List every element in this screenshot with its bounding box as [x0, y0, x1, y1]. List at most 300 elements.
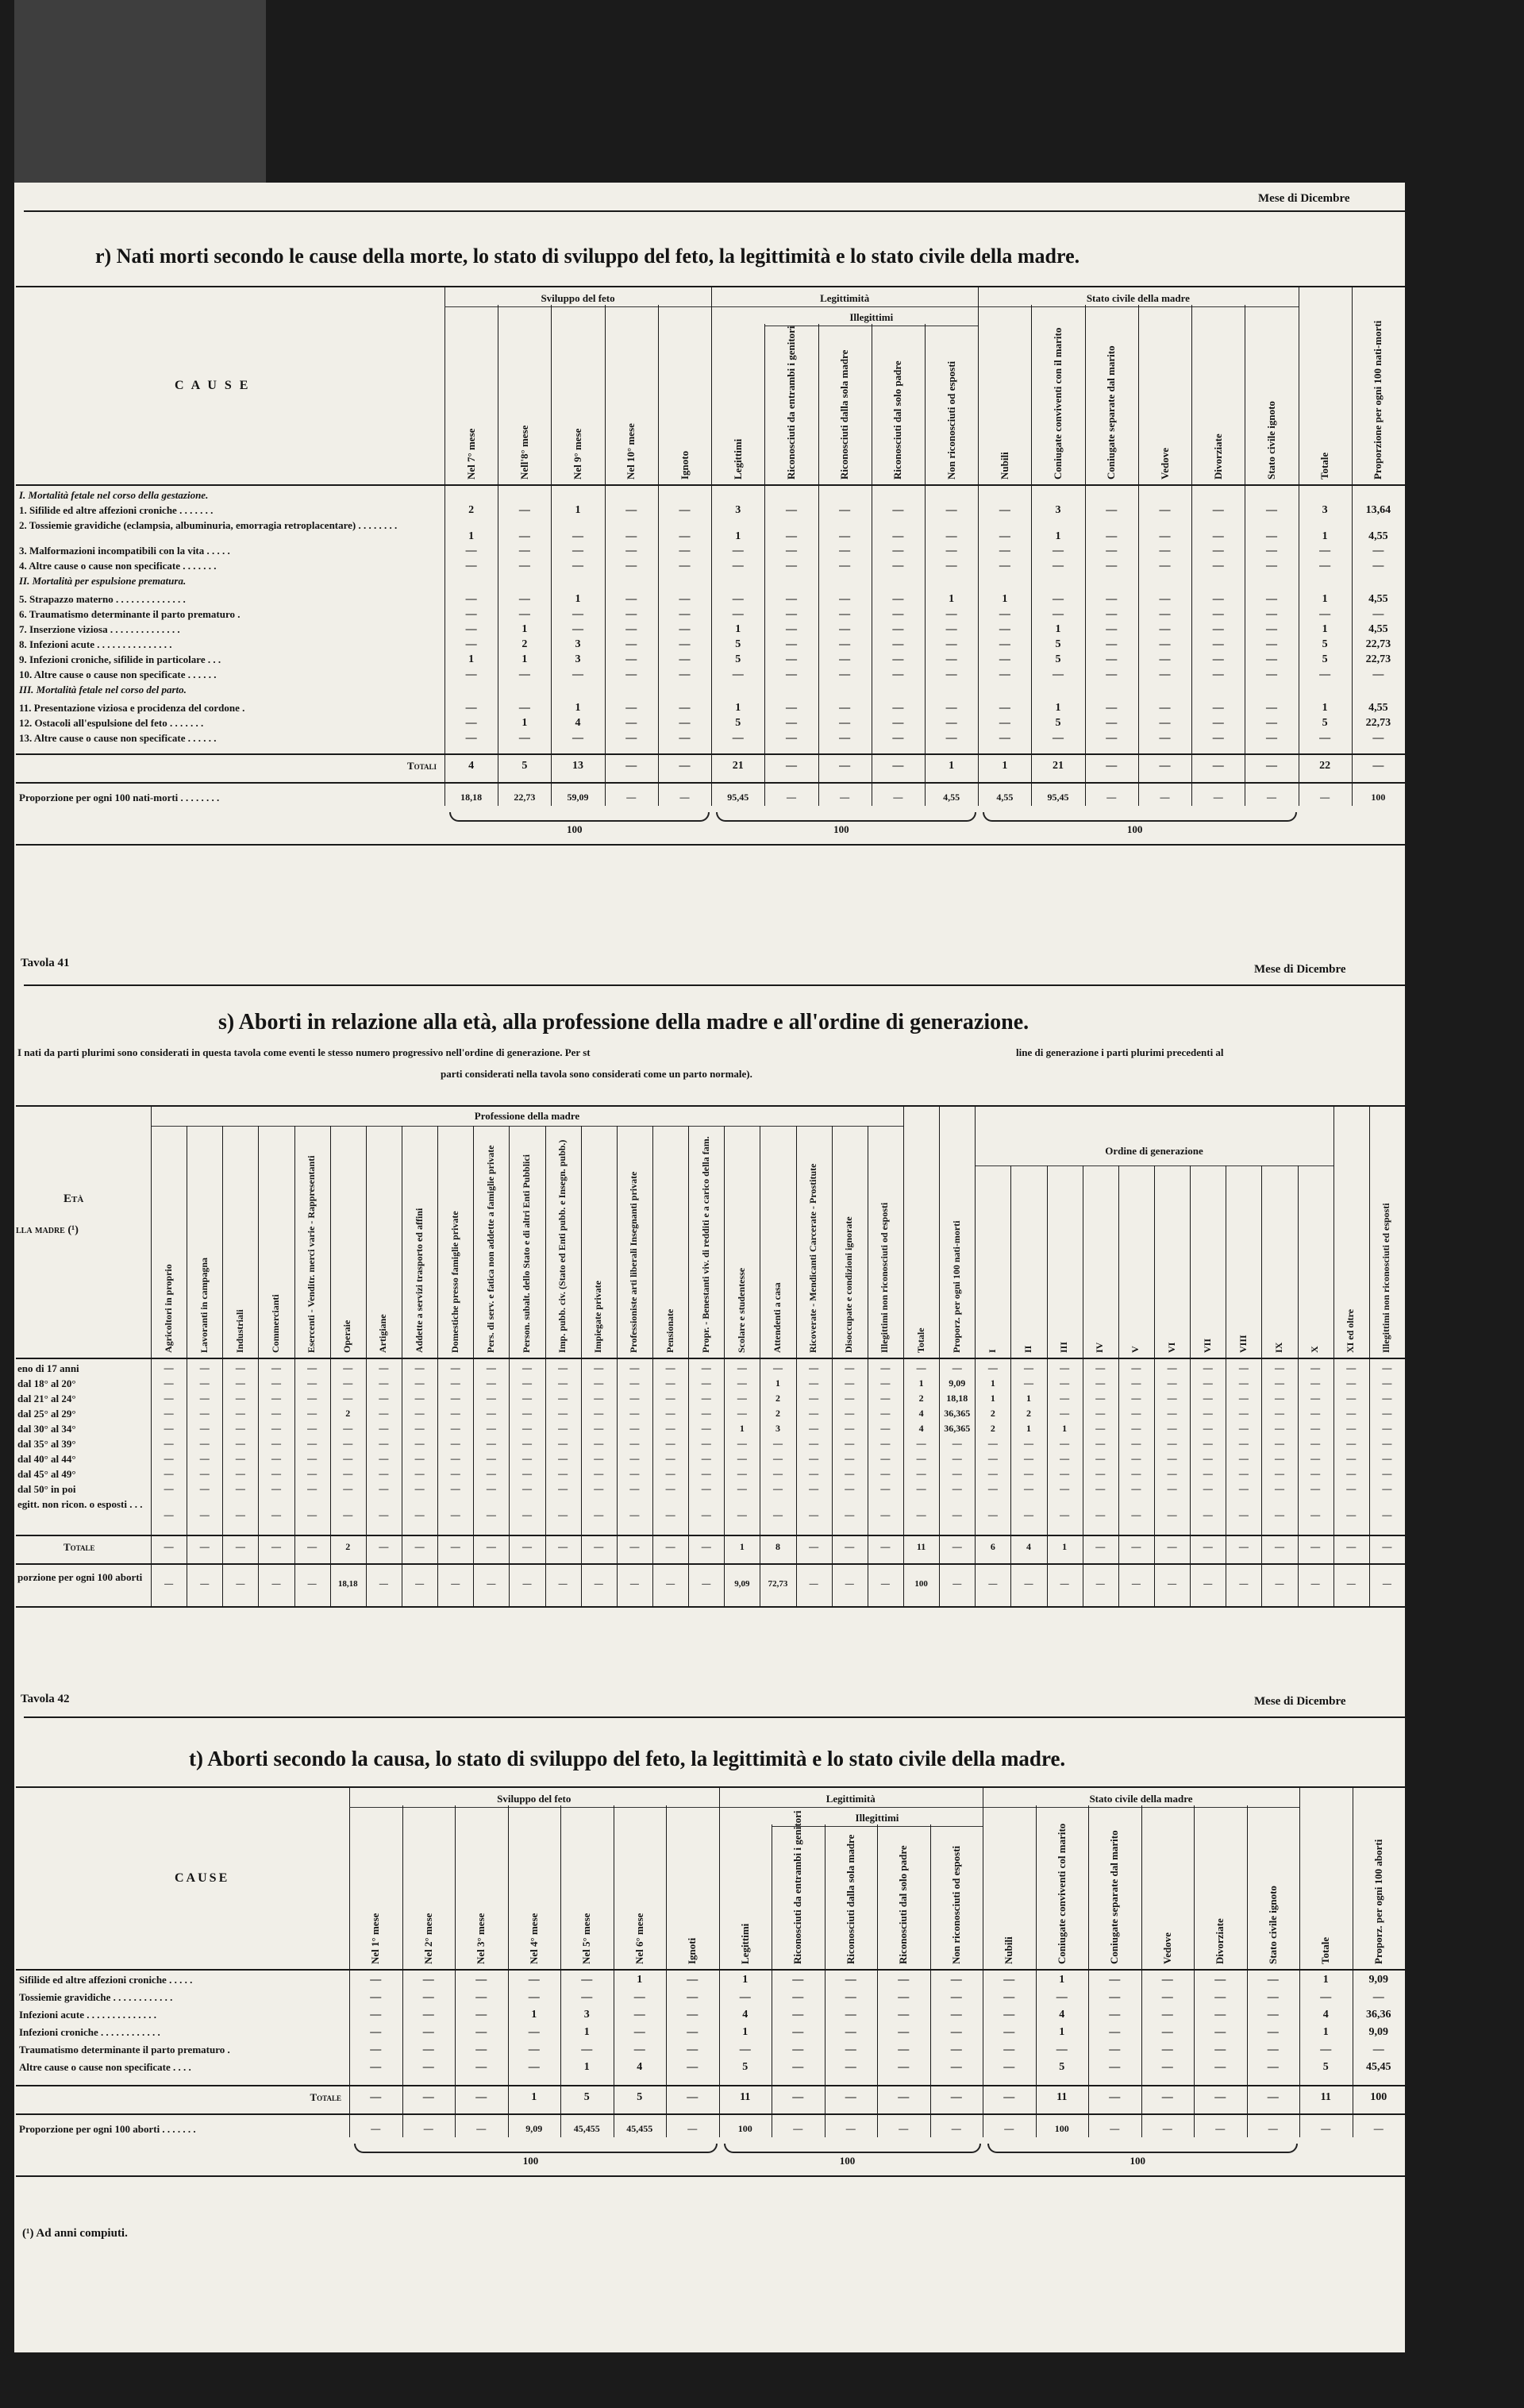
table-cell: — — [845, 1393, 855, 1404]
proportion-cell: — — [423, 2123, 433, 2134]
table-cell: — — [486, 1468, 496, 1479]
table-cell: — — [1131, 1509, 1141, 1520]
column-header: Person. subalt. dello Stato e di altri Enti Pubblici — [521, 1154, 532, 1353]
table-cell: — — [1106, 702, 1118, 714]
proportion-cell: — — [1320, 792, 1330, 803]
column-header: Addette a servizi trasporto ed affini — [413, 1208, 425, 1353]
table-cell: — — [792, 2009, 804, 2021]
total-cell: — — [1382, 1541, 1392, 1552]
total-cell: — — [486, 1541, 496, 1552]
tavola-label: Tavola 42 — [21, 1693, 70, 1705]
table-cell: — — [414, 1453, 425, 1464]
proportion-cell: — — [951, 2123, 961, 2134]
column-header: Vedove — [1160, 1932, 1173, 1964]
table-cell: 1 — [521, 717, 528, 729]
table-cell: — — [880, 1393, 891, 1404]
column-rule — [545, 1126, 546, 1606]
table-cell: — — [379, 1438, 389, 1449]
table-cell: — — [1382, 1408, 1392, 1419]
row-label: Tossiemie gravidiche . . . . . . . . . . . . — [19, 1991, 173, 2003]
table-cell: — — [945, 702, 957, 714]
table-cell: — — [679, 560, 691, 572]
table-cell: — — [307, 1377, 318, 1389]
table-cell: — — [1346, 1483, 1357, 1494]
table-cell: — — [1212, 608, 1224, 620]
table-cell: — — [1159, 717, 1171, 729]
table-cell: — — [370, 1974, 382, 1986]
table-cell: — — [945, 717, 957, 729]
column-header: Proporz. per ogni 100 aborti — [1372, 1839, 1384, 1964]
table-cell: — — [916, 1509, 926, 1520]
bracket-brace — [724, 2144, 982, 2153]
table-cell: — — [1372, 668, 1384, 680]
table-cell: — — [679, 545, 691, 557]
table-cell: — — [1214, 2009, 1226, 2021]
table-cell: — — [1320, 1991, 1332, 2003]
table-cell: 1 — [575, 702, 581, 714]
proportion-cell: — — [809, 1579, 818, 1589]
row-label: 5. Strapazzo materno . . . . . . . . . . . . . . — [19, 593, 186, 605]
row-group-label: III. Mortalità fetale nel corso del parto. — [19, 684, 187, 695]
table-cell: — — [945, 623, 957, 635]
table-cell: — — [1274, 1408, 1284, 1419]
table-cell: — — [1003, 2061, 1015, 2073]
table-cell: — — [1095, 1453, 1106, 1464]
table-cell: 1 — [1055, 702, 1061, 714]
table-cell: — — [450, 1509, 460, 1520]
table-cell: — — [1265, 530, 1277, 542]
table-cell: 1 — [742, 2026, 749, 2038]
table-cell: — — [999, 668, 1010, 680]
table-cell: — — [486, 1362, 496, 1374]
table-cell: — — [521, 1377, 532, 1389]
table-cell: — — [1310, 1377, 1321, 1389]
table-cell: — — [880, 1468, 891, 1479]
total-cell: — — [687, 2091, 698, 2103]
table-cell: — — [1274, 1453, 1284, 1464]
table-cell: — — [486, 1393, 496, 1404]
column-header: Legittimi — [731, 438, 744, 480]
row-label: 1. Sifilide ed altre affezioni croniche . . . . . . . — [19, 504, 214, 516]
table-cell: — — [594, 1362, 604, 1374]
table-cell: — — [558, 1362, 568, 1374]
table-cell: — — [665, 1362, 675, 1374]
table-cell: — — [1310, 1509, 1321, 1520]
section-title: s) Aborti in relazione alla età, alla professione della madre e all'ordine di generazione. — [218, 1010, 1029, 1034]
table-cell: — — [845, 2009, 856, 2021]
bracket-brace — [449, 812, 710, 822]
table-cell: — — [892, 530, 904, 542]
column-header: IX — [1273, 1342, 1284, 1353]
table-vrule — [1405, 286, 1406, 806]
total-label: Totali — [406, 760, 437, 772]
table-cell: — — [271, 1453, 281, 1464]
table-cell: — — [1167, 1362, 1177, 1374]
proportion-cell: — — [899, 2123, 909, 2134]
table-cell: — — [892, 623, 904, 635]
table-cell: — — [343, 1423, 353, 1434]
proportion-cell: — — [476, 2123, 487, 2134]
column-header: Artigiane — [377, 1314, 389, 1353]
table-cell: — — [1023, 1483, 1033, 1494]
table-cell: — — [199, 1468, 210, 1479]
column-header: Impiegate private — [592, 1281, 604, 1353]
table-cell: — — [625, 623, 637, 635]
table-cell: — — [1274, 1362, 1284, 1374]
proportion-cell: 18,18 — [337, 1579, 358, 1589]
table-cell: — — [486, 1408, 496, 1419]
table-cell: — — [343, 1362, 353, 1374]
table-cell: — — [1238, 1509, 1249, 1520]
table-cell: — — [271, 1423, 281, 1434]
table-cell: — — [1274, 1393, 1284, 1404]
column-header: Commercianti — [270, 1294, 281, 1353]
column-rule — [402, 1805, 403, 2137]
proportion-cell: — — [1060, 1579, 1069, 1589]
table-rule — [16, 1358, 1405, 1359]
table-cell: — — [625, 560, 637, 572]
table-cell: — — [450, 1393, 460, 1404]
column-header: Agricoltori in proprio — [162, 1264, 174, 1353]
column-header: VII — [1201, 1338, 1213, 1353]
table-cell: — — [845, 1408, 855, 1419]
table-cell: — — [528, 2061, 540, 2073]
table-cell: — — [199, 1377, 210, 1389]
column-rule — [1194, 1805, 1195, 2137]
column-header: Nell'8° mese — [518, 425, 530, 480]
table-cell: — — [450, 1438, 460, 1449]
column-header: Proporz. per ogni 100 nati-morti — [950, 1220, 962, 1353]
table-cell: 1 — [1026, 1423, 1031, 1434]
table-cell: — — [987, 1362, 998, 1374]
table-cell: — — [1265, 504, 1277, 516]
table-cell: — — [916, 1468, 926, 1479]
table-cell: — — [839, 732, 851, 744]
total-cell: — — [950, 2091, 962, 2103]
table-cell: — — [892, 504, 904, 516]
table-cell: — — [999, 608, 1010, 620]
table-vrule — [1405, 1105, 1406, 1606]
table-cell: — — [558, 1377, 568, 1389]
total-cell: — — [880, 1541, 891, 1552]
group-ordine: Ordine di generazione — [1105, 1145, 1203, 1157]
table-cell: — — [518, 545, 530, 557]
table-cell: — — [475, 1991, 487, 2003]
total-cell: — — [1095, 1541, 1106, 1552]
table-cell: — — [1212, 668, 1224, 680]
table-cell: 1 — [949, 593, 955, 605]
table-cell: — — [379, 1453, 389, 1464]
table-cell: — — [665, 1453, 675, 1464]
table-cell: — — [950, 1974, 962, 1986]
proportion-cell: — — [793, 2123, 803, 2134]
total-cell: 11 — [916, 1541, 926, 1552]
table-cell: — — [521, 1468, 532, 1479]
table-cell: — — [1056, 2044, 1068, 2055]
row-label: 13. Altre cause o cause non specificate . . . . . . — [19, 732, 217, 744]
row-label: egitt. non ricon. o esposti . . . — [17, 1498, 143, 1510]
proportion-cell: — — [1110, 2123, 1120, 2134]
madre-header: lla madre (¹) — [16, 1224, 79, 1236]
table-cell: 1 — [583, 2026, 590, 2038]
table-cell: — — [679, 593, 691, 605]
table-cell: — — [679, 608, 691, 620]
row-label: 2. Tossiemie gravidiche (eclampsia, albuminuria, emorragia retroplacentare) . . . . . . . . — [19, 519, 398, 531]
total-cell: — — [785, 760, 797, 772]
month-label: Mese di Dicembre — [1254, 963, 1346, 976]
proportion-cell: — — [1215, 2123, 1226, 2134]
table-cell: — — [307, 1408, 318, 1419]
total-cell: — — [1274, 1541, 1284, 1552]
total-cell: — — [164, 1541, 174, 1552]
total-cell: 21 — [1053, 760, 1064, 772]
table-cell: — — [1267, 2026, 1279, 2038]
scan-border-right — [1405, 0, 1524, 2408]
table-cell: — — [952, 1468, 962, 1479]
row-label: eno di 17 anni — [17, 1362, 79, 1374]
table-cell: — — [1106, 608, 1118, 620]
total-cell: — — [952, 1541, 962, 1552]
table-cell: — — [422, 2061, 434, 2073]
table-rule — [16, 286, 1405, 287]
total-cell: — — [414, 1541, 425, 1552]
column-header: V — [1130, 1346, 1141, 1353]
table-cell: — — [785, 668, 797, 680]
table-cell: — — [1109, 2026, 1121, 2038]
table-cell: — — [892, 668, 904, 680]
table-cell: — — [945, 638, 957, 650]
total-cell: — — [1346, 1541, 1357, 1552]
table-cell: — — [665, 1438, 675, 1449]
total-cell: — — [1372, 760, 1384, 772]
proportion-cell: — — [1275, 1579, 1284, 1589]
total-cell: 13 — [572, 760, 584, 772]
proportion-cell: — — [786, 792, 796, 803]
table-cell: 5 — [1322, 638, 1328, 650]
proportion-cell: 100 — [914, 1579, 928, 1589]
table-cell: — — [1382, 1483, 1392, 1494]
table-cell: — — [916, 1362, 926, 1374]
proportion-cell: 100 — [1371, 792, 1386, 803]
table-cell: — — [999, 702, 1010, 714]
table-cell: — — [1159, 638, 1171, 650]
table-cell: — — [1212, 638, 1224, 650]
table-cell: — — [665, 1393, 675, 1404]
table-cell: — — [1212, 623, 1224, 635]
row-group-label: I. Mortalità fetale nel corso della gestazione. — [19, 489, 209, 501]
table-cell: — — [528, 2044, 540, 2055]
row-label: 4. Altre cause o cause non specificate . . . . . . . — [19, 560, 217, 572]
table-cell: — — [235, 1483, 245, 1494]
table-cell: — — [1106, 638, 1118, 650]
table-cell: — — [785, 530, 797, 542]
total-cell: 1 — [739, 1541, 745, 1552]
table-cell: — — [845, 1362, 855, 1374]
table-cell: — — [271, 1468, 281, 1479]
table-cell: — — [1003, 2009, 1015, 2021]
table-cell: — — [414, 1362, 425, 1374]
column-rule — [666, 1805, 667, 2137]
column-header: Nel 6° mese — [633, 1913, 645, 1964]
table-cell: — — [594, 1483, 604, 1494]
table-cell: 4 — [918, 1423, 924, 1434]
table-cell: — — [1161, 2009, 1173, 2021]
table-cell: — — [199, 1393, 210, 1404]
proportion-cell: — — [952, 1579, 962, 1589]
table-rule — [16, 1563, 1405, 1565]
table-cell: — — [701, 1393, 711, 1404]
column-rule — [652, 1126, 653, 1606]
table-cell: — — [945, 560, 957, 572]
column-header: Riconosciuti dal solo padre — [897, 1845, 910, 1964]
table-cell: — — [271, 1438, 281, 1449]
table-cell: — — [558, 1509, 568, 1520]
total-cell: 21 — [732, 760, 744, 772]
table-cell: — — [486, 1438, 496, 1449]
table-cell: — — [199, 1362, 210, 1374]
table-cell: — — [1167, 1393, 1177, 1404]
table-cell: — — [950, 1991, 962, 2003]
table-cell: — — [785, 717, 797, 729]
total-cell: 100 — [1370, 2091, 1387, 2103]
column-header: Esercenti - Venditr. merci varie - Rappresentanti — [306, 1155, 318, 1353]
table-cell: — — [737, 1408, 747, 1419]
proportion-cell: — — [1203, 1579, 1213, 1589]
table-cell: — — [945, 530, 957, 542]
table-cell: — — [785, 608, 797, 620]
proportion-cell: — — [893, 792, 903, 803]
table-cell: — — [625, 668, 637, 680]
column-rule — [294, 1126, 295, 1606]
row-label: 8. Infezioni acute . . . . . . . . . . . . . . . — [19, 638, 172, 650]
table-cell: — — [629, 1468, 640, 1479]
table-cell: — — [1109, 2044, 1121, 2055]
table-cell: — — [594, 1393, 604, 1404]
table-cell: — — [307, 1362, 318, 1374]
table-cell: — — [739, 2044, 751, 2055]
table-cell: 2 — [775, 1393, 780, 1404]
column-header: Imp. pubb. civ. (Stato ed Enti pubb. e Insegn. pubb.) — [556, 1139, 568, 1353]
table-cell: — — [450, 1377, 460, 1389]
table-cell: — — [898, 2026, 910, 2038]
total-cell: — — [1106, 760, 1118, 772]
table-cell: — — [1319, 545, 1331, 557]
table-cell: 4 — [918, 1408, 924, 1419]
column-header: Scolare e studentesse — [735, 1267, 747, 1353]
table-cell: — — [1053, 560, 1064, 572]
total-cell: — — [625, 760, 637, 772]
table-cell: — — [558, 1438, 568, 1449]
table-cell: — — [1319, 668, 1331, 680]
table-aborti-cause — [16, 1786, 1405, 2179]
group-stato-civile: Stato civile della madre — [1086, 292, 1190, 304]
column-rule — [1088, 1805, 1089, 2137]
table-cell: — — [379, 1483, 389, 1494]
table-cell: 1 — [735, 623, 741, 635]
table-cell: — — [414, 1393, 425, 1404]
total-cell: 1 — [949, 760, 955, 772]
table-cell: — — [1060, 1483, 1070, 1494]
table-cell: — — [1159, 560, 1171, 572]
group-illegittimi: Illegittimi — [855, 1812, 899, 1824]
proportion-cell: — — [626, 792, 637, 803]
table-cell: — — [1265, 668, 1277, 680]
table-cell: — — [633, 2009, 645, 2021]
proportion-cell: — — [1310, 1579, 1320, 1589]
group-rule — [151, 1126, 903, 1127]
table-cell: — — [898, 2009, 910, 2021]
table-cell: 45,45 — [1366, 2061, 1391, 2073]
table-cell: — — [1109, 2009, 1121, 2021]
table-cell: — — [1003, 1974, 1015, 1986]
table-cell: — — [379, 1362, 389, 1374]
total-cell: — — [594, 1541, 604, 1552]
column-header: Totale — [1318, 452, 1331, 480]
total-cell: 4 — [1026, 1541, 1031, 1552]
proportion-cell: — — [371, 2123, 381, 2134]
proportion-cell: — — [1095, 1579, 1105, 1589]
table-cell: — — [945, 545, 957, 557]
table-cell: 2 — [990, 1408, 995, 1419]
table-cell: — — [307, 1438, 318, 1449]
row-group-label: II. Mortalità per espulsione prematura. — [19, 575, 187, 587]
table-cell: — — [679, 530, 691, 542]
table-cell: — — [772, 1468, 783, 1479]
table-cell: — — [945, 608, 957, 620]
table-cell: — — [792, 1974, 804, 1986]
table-cell: — — [950, 2044, 962, 2055]
table-cell: 4 — [742, 2009, 749, 2021]
proportion-label: porzione per ogni 100 aborti — [17, 1571, 143, 1583]
table-cell: 1 — [735, 702, 741, 714]
proportion-cell: — — [1160, 792, 1170, 803]
table-cell: — — [880, 1362, 891, 1374]
table-cell: — — [999, 623, 1010, 635]
row-label: 12. Ostacoli all'espulsione del feto . . . . . . . — [19, 717, 204, 729]
table-cell: — — [679, 623, 691, 635]
proportion-cell: — — [558, 1579, 568, 1589]
table-cell: — — [1003, 2026, 1015, 2038]
column-header: Proporzione per ogni 100 nati-morti — [1372, 320, 1384, 480]
table-cell: — — [1212, 560, 1224, 572]
table-cell: — — [1214, 2026, 1226, 2038]
table-cell: — — [307, 1393, 318, 1404]
table-cell: — — [999, 530, 1010, 542]
column-header: Industriali — [233, 1309, 245, 1353]
table-cell: — — [1131, 1483, 1141, 1494]
table-cell: — — [486, 1377, 496, 1389]
table-cell: — — [1131, 1468, 1141, 1479]
table-cell: — — [1214, 2044, 1226, 2055]
total-cell: — — [1003, 2091, 1015, 2103]
table-cell: — — [581, 1991, 593, 2003]
table-cell: 4 — [637, 2061, 643, 2073]
column-rule — [508, 1805, 509, 2137]
table-cell: — — [687, 1974, 698, 1986]
total-cell: — — [271, 1541, 281, 1552]
table-cell: — — [1382, 1453, 1392, 1464]
table-cell: 1 — [742, 1974, 749, 1986]
table-cell: — — [343, 1509, 353, 1520]
table-cell: — — [199, 1453, 210, 1464]
column-header: Nel 7° mese — [464, 428, 477, 480]
table-cell: — — [307, 1509, 318, 1520]
table-cell: 4 — [575, 717, 581, 729]
table-cell: — — [732, 608, 744, 620]
total-cell: — — [892, 760, 904, 772]
table-cell: — — [1131, 1393, 1141, 1404]
total-cell: — — [475, 2091, 487, 2103]
